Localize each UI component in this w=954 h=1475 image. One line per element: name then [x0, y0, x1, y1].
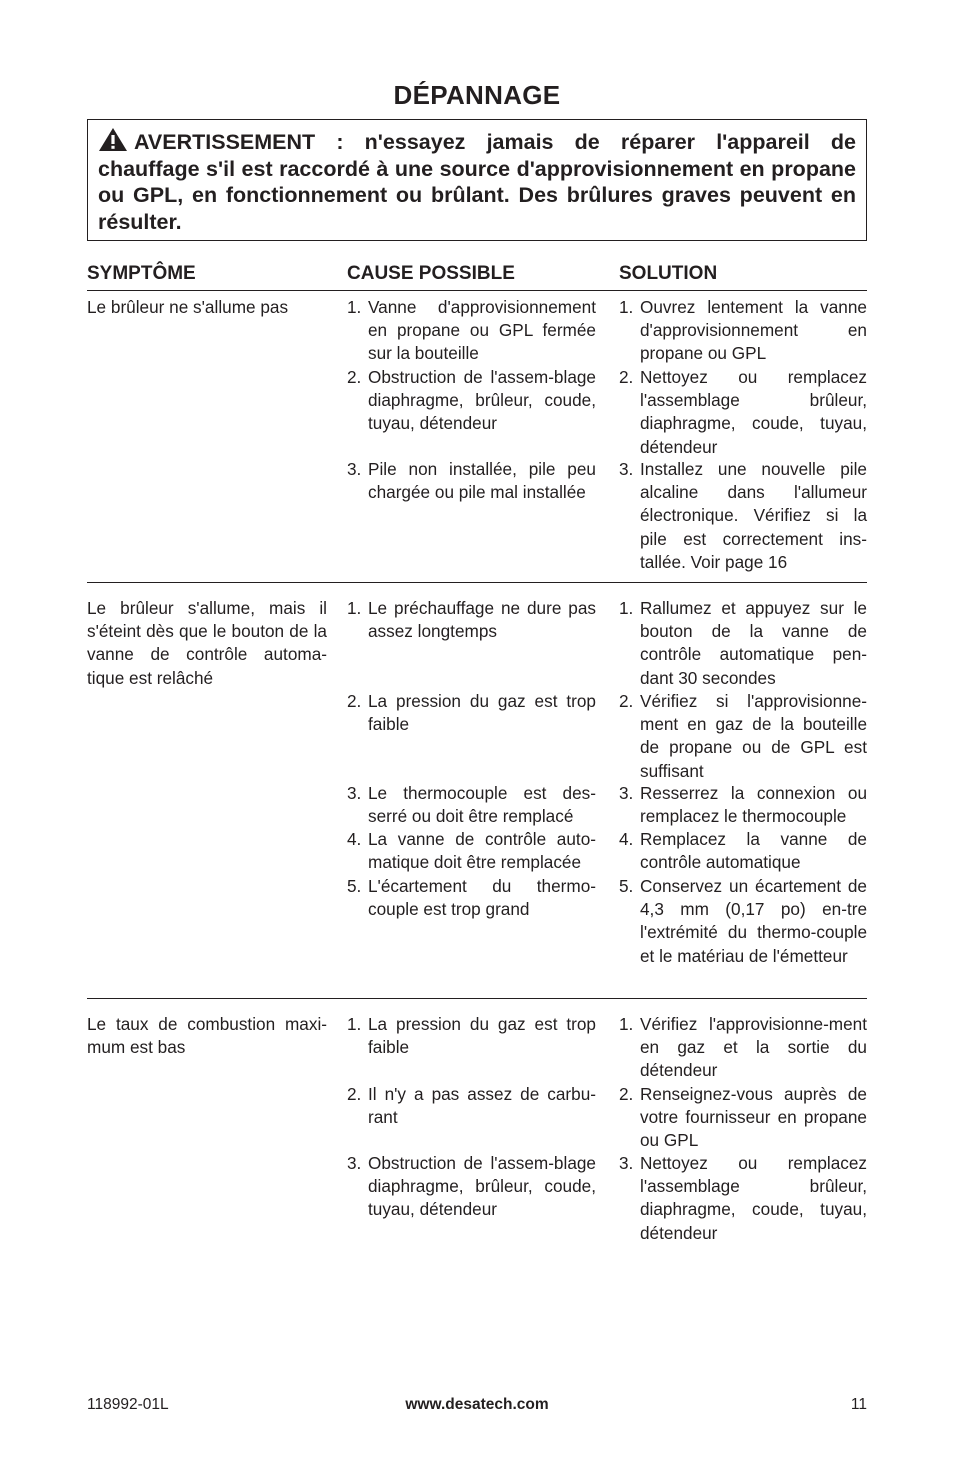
- solution-item: 1. Vérifiez l'approvisionne-ment en gaz et la sortie du détendeur: [619, 1014, 867, 1081]
- solution-item: 2. Nettoyez ou remplacez l'assemblage brûleur, diaphragme, coude, tuyau, détendeur: [619, 367, 867, 457]
- header-divider: [87, 290, 867, 291]
- cause-item: 3. Pile non installée, pile peu chargée ou pile mal installée: [347, 459, 596, 503]
- solution-item: 2. Renseignez-vous auprès de votre fournisseur en propane ou GPL: [619, 1084, 867, 1151]
- cause-item: 1. La pression du gaz est trop faible: [347, 1014, 596, 1058]
- page-title: DÉPANNAGE: [393, 80, 561, 110]
- cause-item: 3. Le thermocouple est des-serré ou doit être remplacé: [347, 783, 596, 827]
- solution-item: 1. Rallumez et appuyez sur le bouton de la vanne de contrôle automatique pen-dant 30 secondes: [619, 598, 867, 688]
- symptom-1: Le brûleur ne s'allume pas: [87, 297, 289, 317]
- cause-item: 3. Obstruction de l'assem-blage diaphragme, brûleur, coude, tuyau, détendeur: [347, 1153, 596, 1220]
- symptom-3: Le taux de combustion maxi-mum est bas: [87, 1014, 327, 1058]
- warning-box: [87, 119, 867, 241]
- cause-item: 2. Il n'y a pas assez de carbu-rant: [347, 1084, 596, 1128]
- solution-item: 5. Conservez un écartement de 4,3 mm (0,17 po) en-tre l'extrémité du thermo-couple et le matériau de l'émetteur: [619, 876, 867, 966]
- header-symptom: SYMPTÔME: [87, 263, 196, 284]
- solution-item: 4. Remplacez la vanne de contrôle automatique: [619, 829, 867, 873]
- solution-item: 1. Ouvrez lentement la vanne d'approvisionnement en propane ou GPL: [619, 297, 867, 364]
- row-divider: [87, 998, 867, 999]
- cause-item: 5. L'écartement du thermo-couple est trop grand: [347, 876, 596, 920]
- cause-item: 1. Vanne d'approvisionnement en propane ou GPL fermée sur la bouteille: [347, 297, 596, 364]
- solution-item: 2. Vérifiez si l'approvisionne-ment en gaz de la bouteille de propane ou de GPL est suffisant: [619, 691, 867, 781]
- row-divider: [87, 582, 867, 583]
- website-url: www.desatech.com: [405, 1396, 549, 1413]
- warning-triangle-icon: [98, 127, 128, 152]
- cause-item: 4. La vanne de contrôle auto-matique doit être remplacée: [347, 829, 596, 873]
- page-number: 11: [850, 1396, 867, 1413]
- cause-item: 2. Obstruction de l'assem-blage diaphragme, brûleur, coude, tuyau, détendeur: [347, 367, 596, 434]
- header-cause: CAUSE POSSIBLE: [347, 263, 515, 284]
- document-number: 118992-01L: [87, 1396, 169, 1413]
- solution-item: 3. Installez une nouvelle pile alcaline dans l'allumeur électronique. Vérifiez si la pile est correctement ins-tallée. Voir page 16: [619, 459, 867, 572]
- warning-text: AVERTISSEMENT : n'essayez jamais de réparer l'appareil de chauffage s'il est raccordé à une source d'approvisionnement en propane ou GPL, en fonctionnement ou brûlant. Des brûlures graves peuvent en résulter.: [98, 130, 856, 234]
- header-solution: SOLUTION: [619, 263, 718, 284]
- cause-item: 2. La pression du gaz est trop faible: [347, 691, 596, 735]
- solution-item: 3. Nettoyez ou remplacez l'assemblage brûleur, diaphragme, coude, tuyau, détendeur: [619, 1153, 867, 1243]
- symptom-2: Le brûleur s'allume, mais il s'éteint dès que le bouton de la vanne de contrôle automa-tique est relâché: [87, 598, 327, 688]
- solution-item: 3. Resserrez la connexion ou remplacez le thermocouple: [619, 783, 867, 827]
- cause-item: 1. Le préchauffage ne dure pas assez longtemps: [347, 598, 596, 642]
